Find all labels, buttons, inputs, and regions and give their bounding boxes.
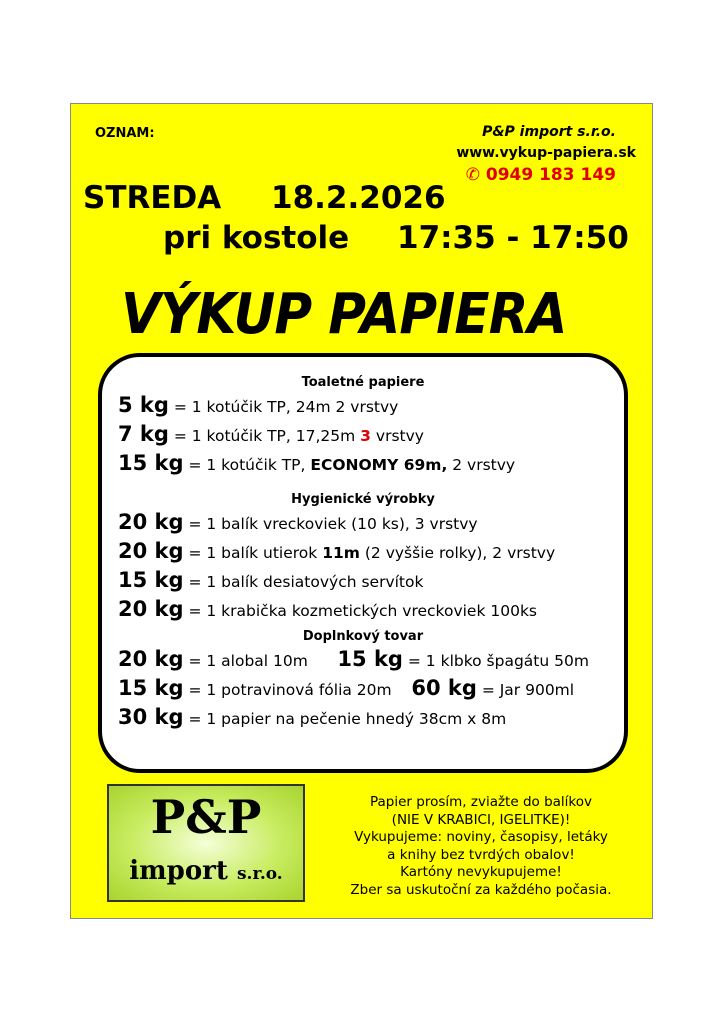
time: 17:35 - 17:50 [397, 220, 629, 256]
logo-line2 [109, 856, 303, 886]
price-row [118, 676, 574, 700]
text-segment: ECONOMY 69m, [310, 456, 448, 474]
price-row [118, 510, 478, 534]
price-list [98, 353, 628, 773]
logo-import: import [129, 856, 228, 886]
text-segment: = 1 kotúčik TP, 17,25m [168, 427, 361, 445]
text-segment: 11m [322, 544, 360, 562]
note-line [321, 829, 641, 847]
text-segment: )! [559, 811, 571, 828]
text-segment: Vykupujeme: noviny, časopisy, letáky [354, 829, 608, 845]
text-segment: a knihy [387, 846, 441, 863]
text-segment: 3 [360, 427, 371, 445]
text-segment: 15 kg [337, 647, 403, 671]
text-segment: (2 vyššie rolky), 2 vrstvy [359, 544, 556, 562]
text-segment: = 1 kotúčik TP, 24m 2 vrstvy [168, 398, 399, 416]
date: 18.2.2026 [271, 180, 446, 216]
place: pri kostole [163, 220, 350, 256]
notice-label: OZNAM: [95, 126, 155, 141]
text-segment: vrstvy [370, 427, 424, 445]
note-line [321, 794, 641, 812]
notes [321, 794, 641, 899]
text-segment: 15 kg [118, 568, 184, 592]
company-logo [107, 784, 305, 902]
price-row [118, 393, 398, 417]
text-segment: = 1 papier na pečenie hnedý 38cm x 8m [183, 710, 507, 728]
text-segment: 15 kg [118, 451, 184, 475]
text-segment: = Jar 900ml [476, 681, 575, 699]
website: www.vykup-papiera.sk [456, 145, 636, 161]
text-segment: 30 kg [118, 705, 184, 729]
section-title: Toaletné papiere [301, 375, 425, 390]
logo-sro: s.r.o. [236, 864, 283, 884]
phone-number [466, 165, 616, 185]
price-row [118, 539, 555, 563]
text-segment: ( [391, 811, 397, 828]
price-row [118, 705, 506, 729]
headline: VÝKUP PAPIERA [121, 282, 567, 347]
note-line [321, 864, 641, 882]
text-segment: Zber sa uskutoční za každého počasia. [350, 881, 612, 898]
text-segment: 5 kg [118, 393, 169, 417]
text-segment: 60 kg [411, 676, 477, 700]
price-row [118, 422, 424, 446]
section-title: Doplnkový tovar [302, 629, 424, 644]
text-segment: = 1 klbko špagátu 50m [402, 652, 589, 670]
company-name: P&P import s.r.o. [482, 124, 616, 140]
text-segment: = 1 alobal 10m [183, 652, 338, 670]
phone-text: 0949 183 149 [485, 165, 616, 185]
text-segment: Kartóny [400, 864, 457, 880]
text-segment: 20 kg [118, 539, 184, 563]
text-segment: 20 kg [118, 597, 184, 621]
text-segment: bez tvrdých obalov! [440, 846, 575, 863]
note-line [321, 812, 641, 830]
section-title: Hygienické výrobky [291, 492, 435, 507]
price-row [118, 647, 589, 671]
text-segment: 15 kg [118, 676, 184, 700]
text-segment: = 1 kotúčik TP, [183, 456, 311, 474]
text-segment: = 1 potravinová fólia 20m [183, 681, 412, 699]
price-row [118, 568, 423, 592]
text-segment: 7 kg [118, 422, 169, 446]
note-line [321, 882, 641, 900]
phone-icon: ✆ [465, 165, 486, 185]
text-segment: 20 kg [118, 647, 184, 671]
text-segment: Papier prosím, zviažte do balíkov [370, 794, 592, 810]
flyer [70, 103, 653, 919]
text-segment: 2 vrstvy [447, 456, 516, 474]
text-segment: = 1 balík desiatových servítok [183, 573, 424, 591]
text-segment: = 1 krabička kozmetických vreckoviek 100ks [183, 602, 537, 620]
text-segment: = 1 balík utierok [183, 544, 323, 562]
day: STREDA [83, 180, 222, 216]
text-segment: nevykupujeme! [456, 864, 562, 880]
text-segment: NIE V KRABICI, IGELITKE [396, 811, 560, 828]
text-segment: 20 kg [118, 510, 184, 534]
text-segment: = 1 balík vreckoviek (10 ks), 3 vrstvy [183, 515, 478, 533]
logo-line1: P&P [150, 790, 262, 844]
price-row [118, 597, 537, 621]
price-row [118, 451, 515, 475]
note-line [321, 847, 641, 865]
